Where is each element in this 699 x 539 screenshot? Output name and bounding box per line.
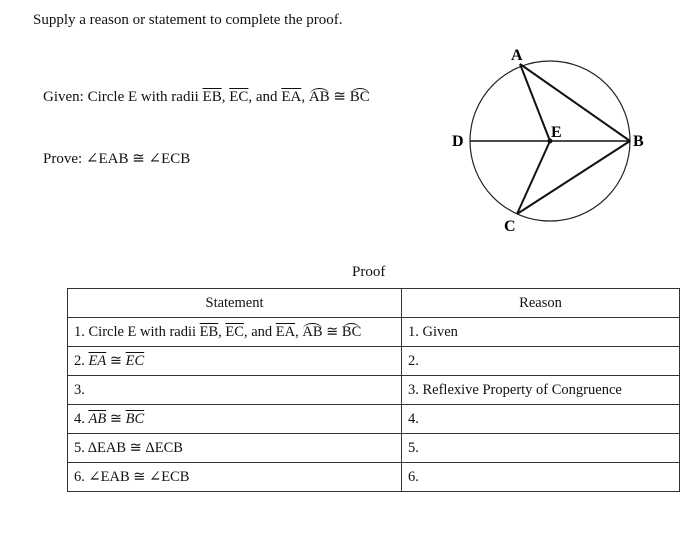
- table-row: [68, 405, 680, 434]
- label-e: E: [551, 124, 562, 141]
- label-b: B: [633, 133, 644, 150]
- table-row: [68, 434, 680, 463]
- statement-cell: [68, 347, 402, 376]
- statement-cell: 6. ∠EAB ≅ ∠ECB: [68, 463, 402, 492]
- reason-cell: 5.: [402, 434, 680, 463]
- row1-sep-1: ,: [218, 323, 226, 340]
- label-a: A: [511, 47, 523, 64]
- row2-segment-ec: $\overline{EC}$: [125, 352, 145, 369]
- segment-ea: $\overline{EA}$: [281, 89, 302, 105]
- table-row: [68, 463, 680, 492]
- reason-cell: 4.: [402, 405, 680, 434]
- reason-cell: 6.: [402, 463, 680, 492]
- row4-segment-bc: $\overline{BC}$: [125, 410, 145, 427]
- statement-cell: [68, 405, 402, 434]
- instructions: Supply a reason or statement to complete the proof.: [33, 12, 343, 28]
- reason-cell: 3. Reflexive Property of Congruence: [402, 376, 680, 405]
- given-statement: [43, 87, 370, 106]
- row4-prefix: 4.: [74, 410, 89, 427]
- proof-table: [67, 288, 680, 492]
- table-header-row: [68, 289, 680, 318]
- header-reason: Reason: [402, 289, 680, 318]
- row1-arc-bc: BC: [341, 323, 362, 340]
- given-sep-1: ,: [221, 89, 230, 105]
- row1-cong: ≅: [322, 323, 342, 340]
- header-statement: Statement: [68, 289, 402, 318]
- label-d: D: [452, 133, 464, 150]
- segment-eb: $\overline{EB}$: [202, 89, 222, 105]
- arc-ab: AB: [308, 89, 330, 105]
- circle-figure: [440, 40, 670, 235]
- row1-sep-2: , and: [243, 323, 276, 340]
- row1-arc-ab: AB: [302, 323, 323, 340]
- statement-cell: 3.: [68, 376, 402, 405]
- row1-prefix: 1. Circle E with radii: [74, 323, 200, 340]
- statement-cell: [68, 318, 402, 347]
- table-row: [68, 347, 680, 376]
- given-cong: ≅: [329, 89, 350, 105]
- given-sep-2: , and: [248, 89, 282, 105]
- row1-sep-3: ,: [295, 323, 303, 340]
- row1-segment-ea: $\overline{EA}$: [275, 323, 296, 340]
- reason-cell: 1. Given: [402, 318, 680, 347]
- label-c: C: [504, 218, 516, 235]
- statement-cell: 5. ΔEAB ≅ ΔECB: [68, 434, 402, 463]
- prove-statement: Prove: ∠EAB ≅ ∠ECB: [43, 151, 191, 167]
- row1-segment-ec: $\overline{EC}$: [225, 323, 244, 340]
- row4-segment-ab: $\overline{AB}$: [88, 410, 107, 427]
- given-sep-3: ,: [301, 89, 309, 105]
- row4-cong: ≅: [106, 410, 126, 427]
- arc-bc: BC: [349, 89, 370, 105]
- segment-ec: $\overline{EC}$: [229, 89, 249, 105]
- table-row: [68, 376, 680, 405]
- table-row: [68, 318, 680, 347]
- row2-segment-ea: $\overline{EA}$: [88, 352, 107, 369]
- segment-ab-line: [520, 64, 630, 141]
- row2-cong: ≅: [106, 352, 126, 369]
- row2-prefix: 2.: [74, 352, 89, 369]
- reason-cell: 2.: [402, 347, 680, 376]
- given-prefix: Given: Circle E with radii: [43, 89, 203, 105]
- row1-segment-eb: $\overline{EB}$: [199, 323, 219, 340]
- proof-title: Proof: [352, 264, 386, 280]
